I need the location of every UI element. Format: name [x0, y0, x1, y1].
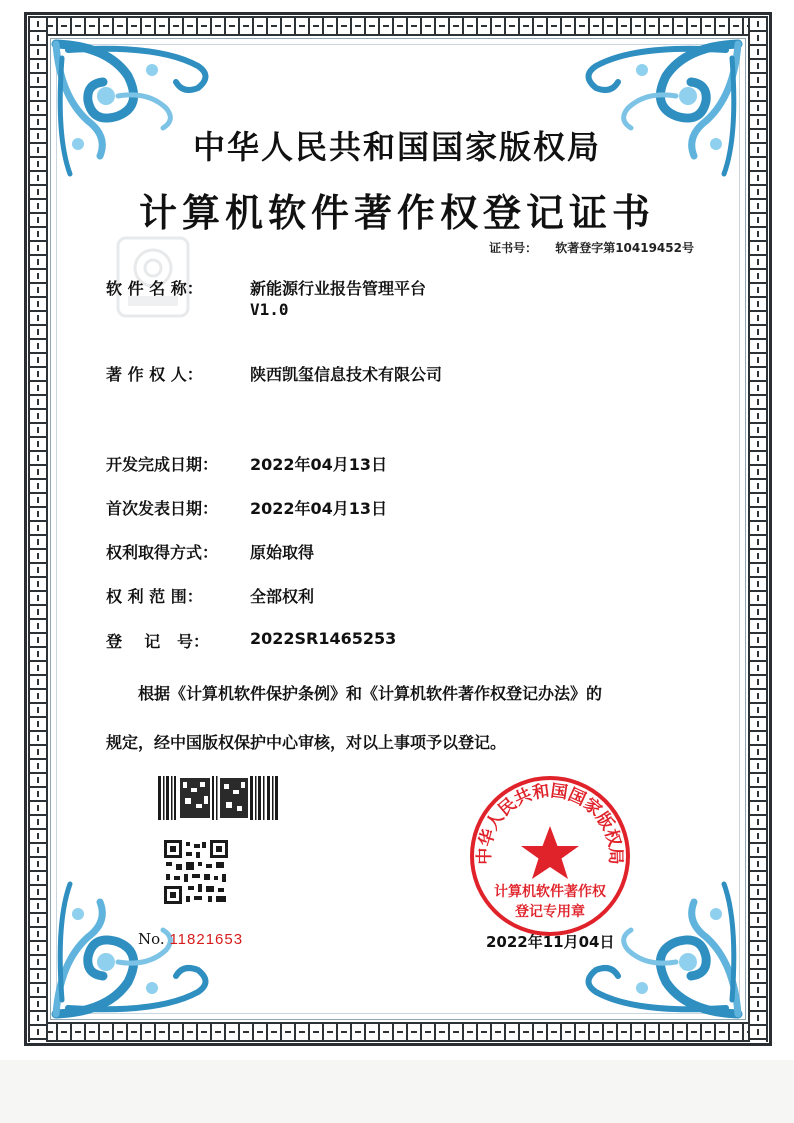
field-copyright-owner	[106, 362, 443, 385]
serial-number-label: No.	[138, 930, 165, 948]
issuing-authority-heading: 中华人民共和国国家版权局	[192, 128, 601, 166]
field-first-publication-date	[106, 496, 388, 519]
completion-date-value: 2022年04月13日	[250, 455, 388, 474]
certificate-number	[489, 239, 694, 256]
greek-key-border-top	[28, 16, 768, 36]
registration-number-value: 2022SR1465253	[250, 629, 397, 648]
certificate-title: 计算机软件著作权登记证书	[138, 191, 655, 235]
statement-line-2: 规定，经中国版权保护中心审核，对以上事项予以登记。	[106, 733, 507, 752]
field-label: 权利取得方式：	[106, 543, 219, 562]
serial-number	[138, 930, 243, 948]
field-label: 开发完成日期：	[106, 455, 219, 474]
barcode-icon	[158, 776, 278, 820]
field-label: 首次发表日期：	[106, 499, 219, 518]
field-rights-scope	[106, 584, 315, 607]
certificate-number-label: 证书号：	[489, 241, 538, 255]
field-label: 著 作 权 人：	[106, 365, 203, 384]
certificate-number-value: 软著登字第10419452号	[555, 241, 694, 255]
seal-ring-text: 中华人民共和国国家版权局	[474, 781, 626, 865]
qr-code-icon	[164, 840, 228, 904]
field-software-name	[106, 276, 427, 319]
software-version-value: V1.0	[250, 300, 289, 319]
field-completion-date	[106, 452, 388, 475]
official-seal	[468, 774, 632, 938]
copyright-owner-value: 陕西凯玺信息技术有限公司	[250, 365, 443, 384]
seal-star-icon	[521, 826, 579, 879]
software-name-value: 新能源行业报告管理平台	[250, 279, 427, 298]
greek-key-border-right	[748, 16, 768, 1042]
greek-key-border-bottom	[28, 1022, 768, 1042]
rights-scope-value: 全部权利	[250, 587, 315, 606]
field-registration-number	[106, 629, 397, 652]
issue-date: 2022年11月04日	[486, 933, 615, 951]
acquisition-method-value: 原始取得	[250, 543, 315, 562]
serial-number-value: 11821653	[169, 931, 244, 948]
page-margin	[0, 1060, 794, 1123]
seal-line-1: 计算机软件著作权	[494, 884, 606, 900]
seal-line-2: 登记专用章	[515, 904, 585, 920]
statement-line-1: 根据《计算机软件保护条例》和《计算机软件著作权登记办法》的	[138, 684, 603, 703]
field-label: 权 利 范 围：	[106, 587, 203, 606]
first-publication-date-value: 2022年04月13日	[250, 499, 388, 518]
field-acquisition-method	[106, 540, 315, 563]
field-label: 登 记 号：	[106, 632, 209, 651]
field-label: 软 件 名 称：	[106, 279, 203, 298]
greek-key-border-left	[28, 16, 48, 1042]
